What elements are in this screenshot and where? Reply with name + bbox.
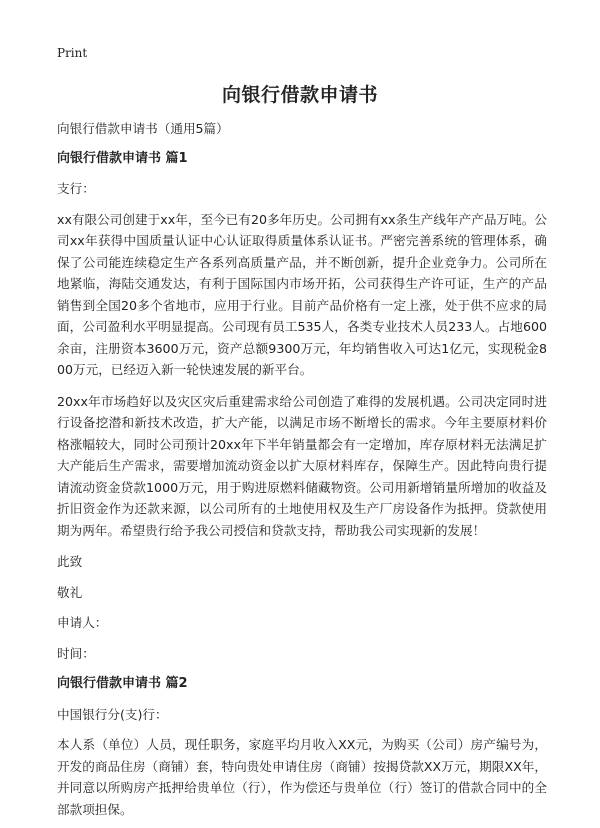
document-title: 向银行借款申请书 — [221, 84, 378, 106]
regards-text: 敬礼 — [57, 584, 83, 600]
section-heading-2: 向银行借款申请书 篇2 — [57, 676, 188, 691]
body-paragraph: xx有限公司创建于xx年，至今已有20多年历史。公司拥有xx条生产线年产产品万吨。公司xx年获得中国质量认证中心认证取得质量体系认证书。严密完善系统的管理体系，确保了公司能连续稳定生产各系列高质量产品，并不断创新，提升企业竞争力。公司所在地紧临，海陆交通发达，有利于国际国内市场开拓，公司获得生产许可证，生产的产品销售到全国20多个省地市，应用于行业。目前产品价格有一定上涨，处于供不应求的局面，公司盈利水平明显提高。公司现有员工535人，各类专业技术人员233人。占地600余亩，注册资本3600万元，资产总额9300万元，年均销售收入可达1亿元，实现税金800万元，已经迈入新一轮快速发展的新平台。 — [57, 211, 547, 377]
document-subtitle: 向银行借款申请书（通用5篇） — [57, 121, 229, 136]
salutation-2: 中国银行分(支)行： — [57, 706, 168, 722]
print-link[interactable]: Print — [57, 46, 88, 60]
date-label: 时间： — [57, 645, 95, 661]
body-paragraph: 本人系（单位）人员，现任职务，家庭平均月收入XX元，为购买（公司）房产编号为，开发的商品住房（商铺）套，特向贵处申请住房（商铺）按揭贷款XX万元，期限XX年，并同意以所购房产抵押给贵单位（行），作为偿还与贵单位（行）签订的借款合同中的全部款项担保。 — [57, 737, 547, 817]
applicant-label: 申请人： — [57, 615, 108, 630]
section-heading-1: 向银行借款申请书 篇1 — [57, 150, 188, 166]
salutation-1: 支行： — [57, 181, 95, 196]
document-content — [57, 118, 547, 817]
closing-text: 此致 — [57, 554, 83, 569]
body-paragraph: 20xx年市场趋好以及灾区灾后重建需求给公司创造了难得的发展机遇。公司决定同时进行设备挖潜和新技术改造，扩大产能，以满足市场不断增长的需求。今年主要原材料价格涨幅较大，同时公司预计20xx年下半年销量都会有一定增加，库存原材料无法满足扩大产能后生产需求，需要增加流动资金以扩大原材料库存，保障生产。因此特向贵行提请流动资金贷款1000万元，用于购进原燃料储藏物资。公司用新增销量所增加的收益及折旧资金作为还款来源，以公司所有的土地使用权及生产厂房设备作为抵押。贷款使用期为两年。希望贵行给予我公司授信和贷款支持，帮助我公司实现新的发展！ — [57, 393, 547, 538]
